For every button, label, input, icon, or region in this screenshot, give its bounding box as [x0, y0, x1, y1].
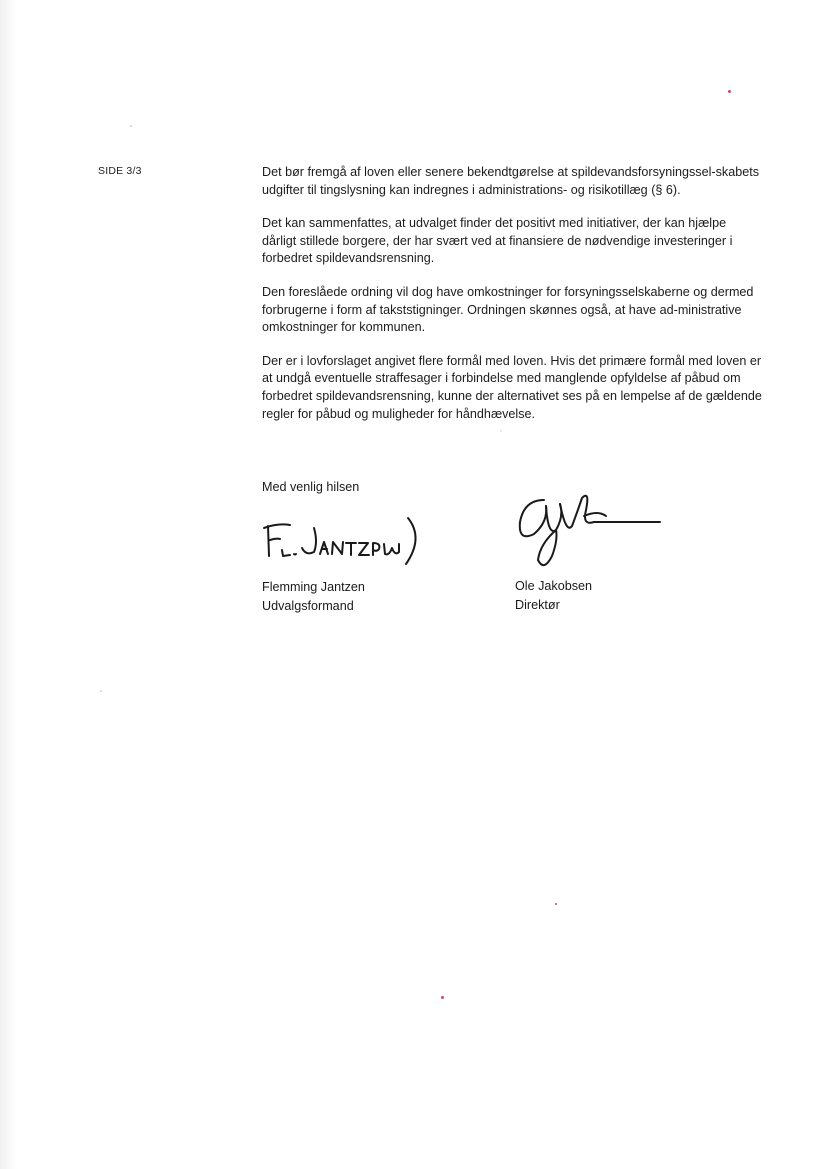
paragraph: Den foreslåede ordning vil dog have omkostninger for forsyningsselskaberne og dermed forbrugerne i form af takststigninger. Ordningen skønnes også, at have ad-ministrative omkostninger for kommunen. [262, 284, 754, 335]
signer-block-right [515, 577, 592, 614]
page-number-label: SIDE 3/3 [98, 165, 142, 177]
scan-speck [500, 430, 502, 432]
signer-block-left [262, 578, 365, 615]
scan-speck [441, 996, 444, 999]
scan-edge-shadow [0, 0, 18, 1169]
signer-name: Flemming Jantzen [262, 580, 365, 594]
closing-salutation: Med venlig hilsen [262, 480, 360, 494]
letter-body [262, 164, 762, 439]
scan-speck [728, 90, 731, 93]
scan-speck [555, 903, 557, 905]
scan-speck [130, 125, 132, 127]
paragraph: Det bør fremgå af loven eller senere bekendtgørelse at spildevandsforsyningssel-skabets udgifter til tingslysning kan indregnes i administrations- og risikotillæg (§ 6). [262, 165, 760, 197]
signer-title: Udvalgsformand [262, 598, 354, 613]
paragraph: Der er i lovforslaget angivet flere formål med loven. Hvis det primære formål med loven er at undgå eventuelle straffesager i forbindelse med manglende opfyldelse af påbud om forbedret spildevandsrensning, kunne der alternativet ses på en lempelse af de gældende regler for påbud og muligheder for håndhævelse. [262, 353, 762, 421]
paragraph: Det kan sammenfattes, at udvalget finder det positivt med initiativer, der kan hjælpe dårligt stillede borgere, der har svært ved at finansiere de nødvendige investeringer i forbedret spildevandsrensning. [262, 216, 733, 266]
signature-ole-jakobsen [510, 486, 670, 576]
signer-name: Ole Jakobsen [515, 579, 593, 593]
signer-title: Direktør [515, 597, 560, 612]
signature-flemming-jantzen [258, 508, 438, 570]
scan-speck [100, 690, 102, 692]
